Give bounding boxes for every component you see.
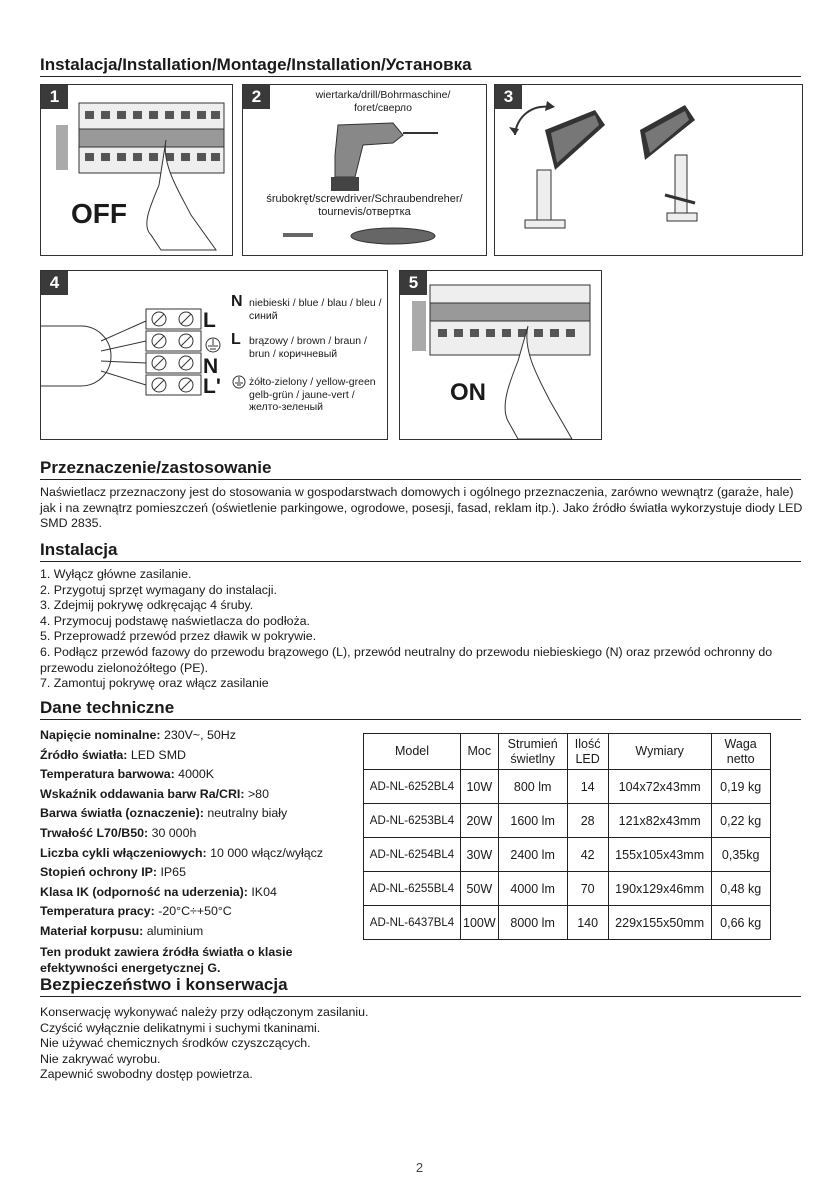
step-number: 5: [400, 271, 427, 295]
terminal-N-label: N: [203, 355, 219, 378]
install-steps: [40, 567, 805, 692]
cell: 0,19 kg: [711, 770, 770, 804]
table-row: [364, 872, 771, 906]
list-item: Nie zakrywać wyrobu.: [40, 1051, 161, 1066]
table-row: [364, 906, 771, 940]
drill-icon: [243, 85, 486, 255]
off-label: OFF: [71, 198, 127, 229]
cell: 0,48 kg: [711, 872, 770, 906]
cell: AD-NL-6254BL4: [364, 838, 461, 872]
spec-row: Stopień ochrony IP: IP65: [40, 865, 186, 880]
install-heading: Instalacja: [40, 540, 801, 562]
breaker-on-illustration: [400, 271, 601, 439]
cell: 121x82x43mm: [608, 804, 711, 838]
col-weight: Waga netto: [711, 734, 770, 770]
col-led: Ilość LED: [567, 734, 608, 770]
list-item: 4. Przymocuj podstawę naświetlacza do podłoża.: [40, 613, 310, 628]
breaker-off-illustration: [41, 85, 232, 255]
safety-list: [40, 1005, 540, 1083]
cell: 4000 lm: [498, 872, 567, 906]
list-item: 7. Zamontuj pokrywę oraz włącz zasilanie: [40, 676, 269, 691]
list-item: 6. Podłącz przewód fazowy do przewodu brązowego (L), przewód neutralny do przewodu niebieskiego (N) oraz przewód ochronny do przewodu zielonożółtego (PE).: [40, 644, 773, 675]
list-item: Czyścić wyłącznie delikatnymi i suchymi tkaninami.: [40, 1020, 321, 1035]
col-flux: Strumień świetlny: [498, 734, 567, 770]
legend-L-text: brązowy / brown / braun / brun / коричневый: [249, 335, 367, 360]
panel-mount: [494, 84, 803, 256]
legend-L-letter: L: [231, 331, 241, 348]
cell: 140: [567, 906, 608, 940]
cell: 800 lm: [498, 770, 567, 804]
cell: 30W: [461, 838, 499, 872]
table-row: [364, 770, 771, 804]
spec-row: Klasa IK (odporność na uderzenia): IK04: [40, 884, 277, 899]
spec-row: Napięcie nominalne: 230V~, 50Hz: [40, 728, 236, 742]
page-number: 2: [415, 1160, 424, 1175]
list-item: Nie używać chemicznych środków czyszczących.: [40, 1036, 311, 1051]
cell: 14: [567, 770, 608, 804]
cell: 20W: [461, 804, 499, 838]
tech-heading: Dane techniczne: [40, 698, 801, 720]
list-item: 3. Zdejmij pokrywę odkręcając 4 śruby.: [40, 598, 254, 613]
cell: 100W: [461, 906, 499, 940]
purpose-text: Naświetlacz przeznaczony jest do stosowania w gospodarstwach domowych i ogólnego przeznaczenia, zarówno wewnątrz (garaże, hale) jak i na zewnątrz pomieszczeń (oświetlenie parkingowe, ogrodowe, posesji, fasad, reklam itp.). Jako źródło światła wykorzystuje diody LED SMD 2835.: [40, 485, 803, 531]
cell: 8000 lm: [498, 906, 567, 940]
spec-row: Temperatura barwowa: 4000K: [40, 767, 215, 782]
list-item: 2. Przygotuj sprzęt wymagany do instalacji.: [40, 582, 277, 597]
step-number: 1: [41, 85, 68, 109]
terminal-Lprime-label: L': [203, 375, 221, 398]
spec-list: [40, 726, 360, 976]
panel-wiring: [40, 270, 388, 440]
cell: 10W: [461, 770, 499, 804]
cell: 2400 lm: [498, 838, 567, 872]
energy-note: Ten produkt zawiera źródła światła o klasie efektywności energetycznej G.: [40, 944, 293, 975]
legend-N-text: niebieski / blue / blau / bleu / синий: [249, 297, 382, 322]
spec-row: Źródło światła: LED SMD: [40, 747, 186, 762]
legend-PE-text: żółto-zielony / yellow-green gelb-grün / jaune-vert / желто-зеленый: [249, 376, 376, 413]
cell: 0,35kg: [711, 838, 770, 872]
purpose-heading: Przeznaczenie/zastosowanie: [40, 458, 801, 480]
panel-tools: [242, 84, 487, 256]
cell: 155x105x43mm: [608, 838, 711, 872]
cell: 42: [567, 838, 608, 872]
spec-row: Temperatura pracy: -20°C÷+50°C: [40, 904, 232, 919]
panel-breaker-on: [399, 270, 602, 440]
on-label: ON: [450, 379, 486, 406]
drill-label: wiertarka/drill/Bohrmaschine/ foret/сверло: [315, 89, 451, 114]
col-dim: Wymiary: [608, 734, 711, 770]
spec-row: Wskaźnik oddawania barw Ra/CRI: >80: [40, 786, 269, 801]
list-item: 5. Przeprowadź przewód przez dławik w pokrywie.: [40, 629, 317, 644]
cell: 190x129x46mm: [608, 872, 711, 906]
cell: AD-NL-6437BL4: [364, 906, 461, 940]
spec-row: Materiał korpusu: aluminium: [40, 923, 204, 938]
step-number: 3: [495, 85, 522, 109]
cell: AD-NL-6253BL4: [364, 804, 461, 838]
cell: 28: [567, 804, 608, 838]
list-item: Konserwację wykonywać należy przy odłączonym zasilaniu.: [40, 1005, 369, 1019]
spec-row: Barwa światła (oznaczenie): neutralny biały: [40, 806, 288, 821]
spec-table: [363, 733, 771, 940]
floodlight-mount-illustration: [495, 85, 802, 255]
panel-breaker-off: [40, 84, 233, 256]
installation-heading: Instalacja/Installation/Montage/Installation/Установка: [40, 55, 801, 77]
step-number: 4: [41, 271, 68, 295]
cell: 0,22 kg: [711, 804, 770, 838]
spec-row: Trwałość L70/B50: 30 000h: [40, 825, 197, 840]
col-model: Model: [364, 734, 461, 770]
step-number: 2: [243, 85, 270, 109]
list-item: 1. Wyłącz główne zasilanie.: [40, 567, 192, 581]
cell: 70: [567, 872, 608, 906]
cell: AD-NL-6252BL4: [364, 770, 461, 804]
list-item: Zapewnić swobodny dostęp powietrza.: [40, 1067, 253, 1082]
cell: 229x155x50mm: [608, 906, 711, 940]
table-row: [364, 804, 771, 838]
cell: AD-NL-6255BL4: [364, 872, 461, 906]
cell: 1600 lm: [498, 804, 567, 838]
spec-row: Liczba cykli włączeniowych: 10 000 włącz/wyłącz: [40, 845, 324, 860]
cell: 0,66 kg: [711, 906, 770, 940]
table-header-row: [364, 734, 771, 770]
terminal-L-label: L: [203, 309, 216, 332]
screwdriver-label: śrubokręt/screwdriver/Schraubendreher/ tournevis/отвертка: [266, 193, 463, 218]
legend-N-letter: N: [231, 293, 243, 310]
cell: 104x72x43mm: [608, 770, 711, 804]
col-power: Moc: [461, 734, 499, 770]
safety-heading: Bezpieczeństwo i konserwacja: [40, 975, 801, 997]
cell: 50W: [461, 872, 499, 906]
table-row: [364, 838, 771, 872]
